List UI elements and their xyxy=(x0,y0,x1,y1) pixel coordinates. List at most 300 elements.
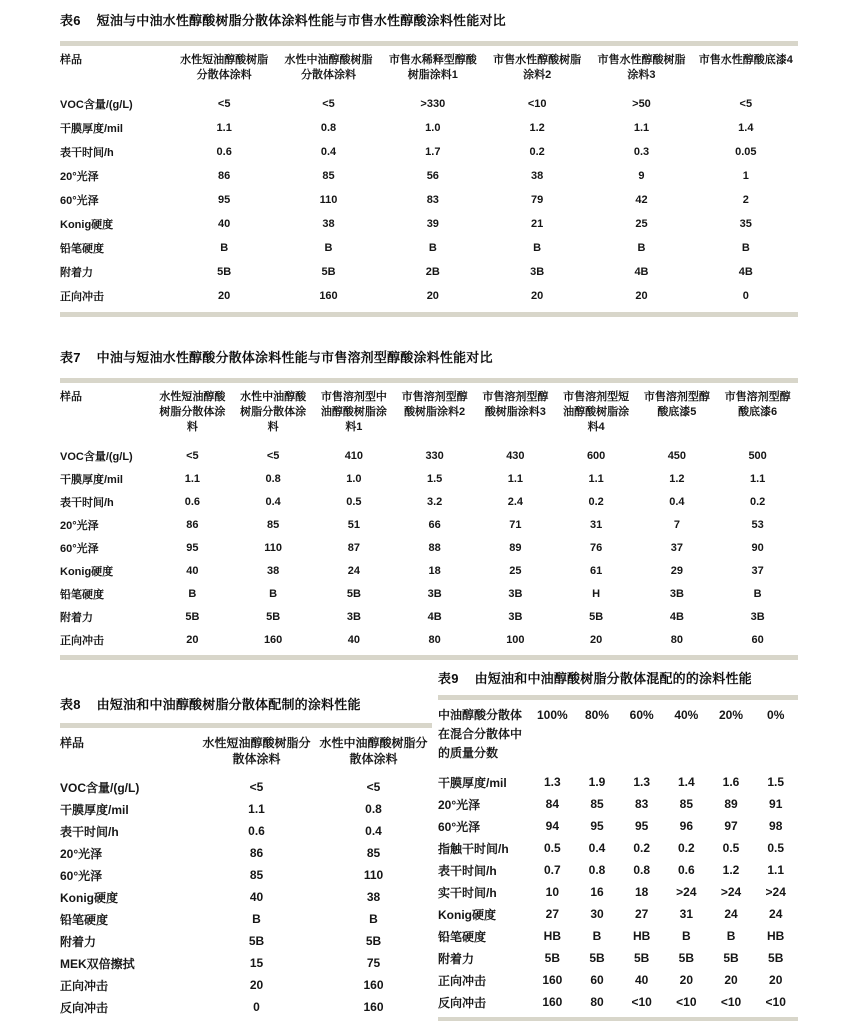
section-table8 xyxy=(60,694,432,1021)
column-header: 20% xyxy=(719,708,744,722)
column-header: 100% xyxy=(536,708,568,722)
row-label: VOC含量/(g/L) xyxy=(60,780,140,795)
cell-value: 30 xyxy=(590,907,604,921)
cell-value: 96 xyxy=(679,819,694,833)
cell-value: 37 xyxy=(670,541,683,554)
cell-value: <10 xyxy=(631,995,652,1009)
table-row xyxy=(438,881,798,903)
cell-value: 85 xyxy=(590,797,604,811)
cell-value: 89 xyxy=(509,541,522,554)
cell-value: 3B xyxy=(530,266,545,278)
table9-number: 表9 xyxy=(438,671,459,686)
cell-value: 0.05 xyxy=(735,146,757,158)
cell-value: 29 xyxy=(670,564,683,577)
table-row xyxy=(60,284,798,308)
table-row xyxy=(60,776,432,798)
cell-value: 2 xyxy=(742,194,749,206)
cell-value: 76 xyxy=(590,541,603,554)
row-label: Konig硬度 xyxy=(438,907,496,922)
table8-title xyxy=(60,694,432,713)
cell-value: 0.6 xyxy=(216,146,232,158)
table7 xyxy=(60,378,798,660)
cell-value: 3B xyxy=(427,587,442,600)
row-label: 20°光泽 xyxy=(60,846,103,861)
column-header: 水性短油醇酸树脂分散体涂料 xyxy=(180,54,269,81)
table-row xyxy=(438,793,798,815)
cell-value: 1.7 xyxy=(425,146,441,158)
cell-value: B xyxy=(369,912,378,926)
column-header: 市售溶剂型醇酸树脂涂料2 xyxy=(401,391,468,418)
cell-value: 85 xyxy=(322,170,335,182)
cell-value: 410 xyxy=(344,449,364,462)
cell-value: 110 xyxy=(363,868,384,882)
cell-value: 0.8 xyxy=(265,472,281,485)
cell-value: 0.2 xyxy=(633,841,651,855)
cell-value: 1.1 xyxy=(248,802,265,816)
cell-value: 3B xyxy=(346,610,361,623)
label-column-header: 样品 xyxy=(60,54,82,66)
cell-value: B xyxy=(637,242,646,254)
table6 xyxy=(60,41,798,317)
cell-value: 0.4 xyxy=(320,146,337,158)
cell-value: 5B xyxy=(365,934,382,948)
cell-value: B xyxy=(533,242,542,254)
row-label: MEK双倍擦拭 xyxy=(60,956,135,971)
cell-value: 110 xyxy=(264,541,282,554)
cell-value: 160 xyxy=(542,995,563,1009)
cell-value: 27 xyxy=(635,907,649,921)
row-label: VOC含量/(g/L) xyxy=(60,450,133,463)
cell-value: 95 xyxy=(635,819,649,833)
row-label: 附着力 xyxy=(60,611,93,624)
cell-value: <5 xyxy=(249,780,264,794)
cell-value: 0.8 xyxy=(320,122,337,134)
table7-caption: 中油与短油水性醇酸分散体涂料性能与市售溶剂型醇酸涂料性能对比 xyxy=(96,350,493,365)
cell-value: 5B xyxy=(266,610,281,623)
table-header-row xyxy=(60,728,432,776)
column-header: 市售溶剂型短油醇酸树脂涂料4 xyxy=(563,391,630,433)
cell-value: B xyxy=(269,587,278,600)
cell-value: B xyxy=(726,929,736,943)
cell-value: 1.6 xyxy=(722,775,740,789)
cell-value: 31 xyxy=(679,907,694,921)
section-table9 xyxy=(438,668,798,1021)
cell-value: 75 xyxy=(366,956,381,970)
cell-value: 38 xyxy=(267,564,280,577)
cell-value: 97 xyxy=(724,819,738,833)
cell-value: B xyxy=(220,242,229,254)
table-row xyxy=(60,886,432,908)
cell-value: 160 xyxy=(363,978,384,992)
cell-value: 1.1 xyxy=(633,122,650,134)
cell-value: 60 xyxy=(751,633,764,646)
cell-value: 27 xyxy=(545,907,560,921)
row-label: 20°光泽 xyxy=(438,797,481,812)
table9-title xyxy=(438,668,798,687)
cell-value: 53 xyxy=(751,518,764,531)
cell-value: 38 xyxy=(531,170,544,182)
table-row xyxy=(438,771,798,793)
cell-value: 40 xyxy=(347,633,360,646)
row-label: Konig硬度 xyxy=(60,565,114,578)
bottom-two-column-area xyxy=(60,668,798,1021)
cell-value: 40 xyxy=(218,218,231,230)
cell-value: 60 xyxy=(590,973,604,987)
table-row xyxy=(438,903,798,925)
row-label: 附着力 xyxy=(438,951,475,966)
column-header: 60% xyxy=(629,708,654,722)
cell-value: 18 xyxy=(428,564,441,577)
row-label: 正向冲击 xyxy=(60,291,104,303)
cell-value: 7 xyxy=(673,518,680,531)
row-label: 干膜厚度/mil xyxy=(438,775,507,790)
row-label: 铅笔硬度 xyxy=(438,929,487,944)
section-table6 xyxy=(60,10,798,317)
cell-value: 0.5 xyxy=(543,841,561,855)
cell-value: 5B xyxy=(544,951,560,965)
cell-value: 40 xyxy=(249,890,264,904)
table-rule xyxy=(438,1017,798,1021)
cell-value: 0.6 xyxy=(678,863,695,877)
cell-value: >330 xyxy=(420,98,446,110)
column-header: 市售溶剂型醇酸底漆5 xyxy=(643,391,710,418)
cell-value: 40 xyxy=(635,973,649,987)
cell-value: B xyxy=(753,587,762,600)
cell-value: 1.2 xyxy=(529,122,545,134)
cell-value: 1.2 xyxy=(722,863,740,877)
cell-value: 35 xyxy=(739,218,752,230)
cell-value: >24 xyxy=(676,885,697,899)
cell-value: 1.9 xyxy=(588,775,606,789)
cell-value: 1.0 xyxy=(346,472,362,485)
column-header: 市售溶剂型醇酸树脂涂料3 xyxy=(482,391,549,418)
column-header: 40% xyxy=(674,708,699,722)
cell-value: 18 xyxy=(635,885,649,899)
cell-value: 160 xyxy=(542,973,563,987)
row-label: 20°光泽 xyxy=(60,171,99,183)
row-label: 表干时间/h xyxy=(438,863,497,878)
table9 xyxy=(438,695,798,1021)
cell-value: 86 xyxy=(186,518,199,531)
cell-value: 40 xyxy=(186,564,199,577)
row-label: Konig硬度 xyxy=(60,219,114,231)
cell-value: 0.8 xyxy=(365,802,382,816)
column-header: 水性短油醇酸树脂分散体涂料 xyxy=(159,391,226,433)
table-row xyxy=(60,444,798,467)
cell-value: 1.1 xyxy=(507,472,524,485)
table-row xyxy=(438,859,798,881)
cell-value: 51 xyxy=(347,518,360,531)
cell-value: HB xyxy=(633,929,651,943)
row-label: 铅笔硬度 xyxy=(60,243,104,255)
cell-value: 80 xyxy=(428,633,441,646)
cell-value: 0.8 xyxy=(588,863,606,877)
cell-value: 31 xyxy=(590,518,603,531)
table-row xyxy=(60,820,432,842)
row-label: 60°光泽 xyxy=(438,819,481,834)
row-label: 表干时间/h xyxy=(60,496,114,509)
cell-value: 0.2 xyxy=(588,495,604,508)
cell-value: B xyxy=(741,242,750,254)
cell-value: 0.5 xyxy=(346,495,362,508)
cell-value: B xyxy=(592,929,602,943)
table8-number: 表8 xyxy=(60,697,81,712)
cell-value: 3B xyxy=(750,610,765,623)
cell-value: B xyxy=(324,242,333,254)
cell-value: 4B xyxy=(634,266,649,278)
cell-value: <5 xyxy=(366,780,381,794)
cell-value: 5B xyxy=(321,266,336,278)
cell-value: <10 xyxy=(676,995,697,1009)
cell-value: 0.8 xyxy=(633,863,651,877)
column-header: 80% xyxy=(584,708,610,722)
cell-value: 3B xyxy=(508,610,523,623)
cell-value: 24 xyxy=(724,907,738,921)
row-label: 60°光泽 xyxy=(60,195,99,207)
cell-value: 0.4 xyxy=(365,824,382,838)
label-column-header: 中油醇酸分散体在混合分散体中的质量分数 xyxy=(438,708,523,760)
cell-value: 0.3 xyxy=(633,146,650,158)
column-header: 水性短油醇酸树脂分散体涂料 xyxy=(202,736,311,766)
cell-value: 1.2 xyxy=(669,472,685,485)
table-row xyxy=(60,513,798,536)
cell-value: 56 xyxy=(426,170,439,182)
cell-value: HB xyxy=(767,929,785,943)
row-label: 干膜厚度/mil xyxy=(60,473,123,486)
table-row xyxy=(60,92,798,116)
cell-value: 20 xyxy=(769,973,783,987)
cell-value: 0.2 xyxy=(529,146,545,158)
cell-value: 5B xyxy=(346,587,361,600)
table-row xyxy=(60,236,798,260)
table-header-row xyxy=(60,383,798,444)
cell-value: HB xyxy=(543,929,561,943)
cell-value: 80 xyxy=(590,995,604,1009)
table-row xyxy=(438,969,798,991)
cell-value: 83 xyxy=(635,797,649,811)
row-label: 铅笔硬度 xyxy=(60,588,104,601)
label-column-header: 样品 xyxy=(60,391,82,403)
cell-value: 160 xyxy=(363,1000,384,1014)
cell-value: 20 xyxy=(218,290,231,302)
table6-title xyxy=(60,10,798,29)
cell-value: 5B xyxy=(723,951,739,965)
cell-value: 85 xyxy=(366,846,381,860)
table-header-row xyxy=(438,700,798,771)
table-row xyxy=(60,559,798,582)
row-label: 正向冲击 xyxy=(438,973,487,988)
table-row xyxy=(60,842,432,864)
section-table7 xyxy=(60,347,798,660)
cell-value: 0 xyxy=(253,1000,260,1014)
row-label: Konig硬度 xyxy=(60,890,118,905)
table-row xyxy=(60,260,798,284)
cell-value: 20 xyxy=(724,973,738,987)
cell-value: 2B xyxy=(425,266,440,278)
cell-value: 500 xyxy=(748,449,767,462)
cell-value: 20 xyxy=(679,973,694,987)
cell-value: B xyxy=(188,587,197,600)
cell-value: B xyxy=(252,912,261,926)
cell-value: <10 xyxy=(527,98,547,110)
cell-value: 0.7 xyxy=(543,863,561,877)
cell-value: 430 xyxy=(506,449,525,462)
cell-value: 4B xyxy=(427,610,442,623)
row-label: VOC含量/(g/L) xyxy=(60,99,133,111)
table-row xyxy=(438,947,798,969)
cell-value: <5 xyxy=(322,98,335,110)
table6-caption: 短油与中油水性醇酸树脂分散体涂料性能与市售水性醇酸涂料性能对比 xyxy=(96,13,506,28)
cell-value: <5 xyxy=(739,98,753,110)
cell-value: <10 xyxy=(720,995,742,1009)
cell-value: 1.4 xyxy=(738,122,754,134)
table7-number: 表7 xyxy=(60,350,81,365)
cell-value: 4B xyxy=(738,266,753,278)
cell-value: >24 xyxy=(765,885,786,899)
cell-value: 1.3 xyxy=(543,775,561,789)
cell-value: 0.4 xyxy=(588,841,606,855)
cell-value: 600 xyxy=(586,449,606,462)
table-row xyxy=(60,930,432,952)
cell-value: 1.1 xyxy=(767,863,785,877)
cell-value: 3.2 xyxy=(426,495,443,508)
cell-value: 39 xyxy=(426,218,439,230)
cell-value: 330 xyxy=(425,449,444,462)
cell-value: B xyxy=(682,929,691,943)
cell-value: 0 xyxy=(742,290,749,302)
cell-value: 110 xyxy=(319,194,338,206)
cell-value: 15 xyxy=(249,956,264,970)
table-row xyxy=(60,908,432,930)
column-header: 市售水稀释型醇酸树脂涂料1 xyxy=(388,54,477,81)
cell-value: <5 xyxy=(186,449,199,462)
row-label: 干膜厚度/mil xyxy=(60,802,129,817)
row-label: 60°光泽 xyxy=(60,868,103,883)
cell-value: 38 xyxy=(366,890,381,904)
cell-value: 90 xyxy=(751,541,764,554)
cell-value: 5B xyxy=(589,951,605,965)
cell-value: 61 xyxy=(590,564,603,577)
cell-value: 5B xyxy=(185,610,200,623)
cell-value: 1.4 xyxy=(678,775,695,789)
table-rule xyxy=(60,655,798,660)
table-header-row xyxy=(60,46,798,92)
table-row xyxy=(60,188,798,212)
cell-value: 66 xyxy=(428,518,441,531)
cell-value: 71 xyxy=(509,518,522,531)
cell-value: 5B xyxy=(678,951,695,965)
cell-value: 450 xyxy=(667,449,687,462)
cell-value: 85 xyxy=(679,797,694,811)
table-row xyxy=(60,628,798,651)
column-header: 水性中油醇酸树脂分散体涂料 xyxy=(240,391,307,433)
cell-value: 38 xyxy=(322,218,335,230)
cell-value: 20 xyxy=(249,978,264,992)
cell-value: >50 xyxy=(632,98,651,110)
cell-value: 20 xyxy=(186,633,199,646)
cell-value: 0.5 xyxy=(767,841,785,855)
row-label: 20°光泽 xyxy=(60,519,99,532)
cell-value: 1.5 xyxy=(767,775,785,789)
table-row xyxy=(60,140,798,164)
table-rule xyxy=(60,312,798,317)
row-label: 干膜厚度/mil xyxy=(60,123,123,135)
cell-value: 95 xyxy=(218,194,231,206)
cell-value: 1.5 xyxy=(426,472,443,485)
cell-value: <5 xyxy=(266,449,280,462)
table9-caption: 由短油和中油醇酸树脂分散体混配的的涂料性能 xyxy=(474,671,752,686)
table-row xyxy=(60,212,798,236)
table-row xyxy=(60,864,432,886)
cell-value: 100 xyxy=(506,633,525,646)
cell-value: 1.0 xyxy=(425,122,441,134)
column-header: 市售水性醇酸树脂涂料2 xyxy=(493,54,582,81)
row-label: 反向冲击 xyxy=(438,995,487,1010)
table-row xyxy=(438,815,798,837)
column-header: 市售水性醇酸树脂涂料3 xyxy=(597,54,686,81)
label-column-header: 样品 xyxy=(60,736,85,750)
cell-value: 0.6 xyxy=(248,824,265,838)
cell-value: 0.2 xyxy=(678,841,695,855)
cell-value: 37 xyxy=(751,564,764,577)
cell-value: 3B xyxy=(669,587,684,600)
table-row xyxy=(60,798,432,820)
cell-value: 160 xyxy=(319,290,338,302)
cell-value: H xyxy=(592,587,601,600)
table-row xyxy=(60,605,798,628)
column-header: 0% xyxy=(767,708,785,722)
table8-caption: 由短油和中油醇酸树脂分散体配制的涂料性能 xyxy=(96,697,361,712)
cell-value: 1.1 xyxy=(588,472,604,485)
cell-value: 1.1 xyxy=(749,472,766,485)
cell-value: 16 xyxy=(590,885,604,899)
table8 xyxy=(60,723,432,1021)
row-label: 附着力 xyxy=(60,267,93,279)
cell-value: 80 xyxy=(670,633,683,646)
cell-value: 5B xyxy=(768,951,784,965)
cell-value: 160 xyxy=(263,633,283,646)
cell-value: 94 xyxy=(545,819,560,833)
table-row xyxy=(60,952,432,974)
table-row xyxy=(60,490,798,513)
cell-value: 20 xyxy=(590,633,603,646)
row-label: 正向冲击 xyxy=(60,978,109,993)
cell-value: 0.4 xyxy=(265,495,281,508)
table-row xyxy=(60,996,432,1018)
cell-value: 91 xyxy=(769,797,783,811)
cell-value: 87 xyxy=(347,541,360,554)
cell-value: 24 xyxy=(347,564,360,577)
cell-value: 25 xyxy=(635,218,648,230)
table-row xyxy=(60,974,432,996)
cell-value: 20 xyxy=(635,290,648,302)
cell-value: 1.1 xyxy=(184,472,201,485)
cell-value: 9 xyxy=(638,170,645,182)
cell-value: 84 xyxy=(545,797,560,811)
cell-value: 20 xyxy=(531,290,544,302)
table7-title xyxy=(60,347,798,366)
column-header: 市售溶剂型醇酸底漆6 xyxy=(724,391,791,418)
cell-value: 89 xyxy=(724,797,738,811)
cell-value: 24 xyxy=(769,907,783,921)
column-header: 水性中油醇酸树脂分散体涂料 xyxy=(284,54,373,81)
cell-value: 79 xyxy=(531,194,544,206)
column-header: 市售水性醇酸底漆4 xyxy=(698,54,793,66)
cell-value: <10 xyxy=(765,995,786,1009)
cell-value: 25 xyxy=(509,564,522,577)
row-label: 表干时间/h xyxy=(60,147,114,159)
cell-value: 1 xyxy=(742,170,749,182)
